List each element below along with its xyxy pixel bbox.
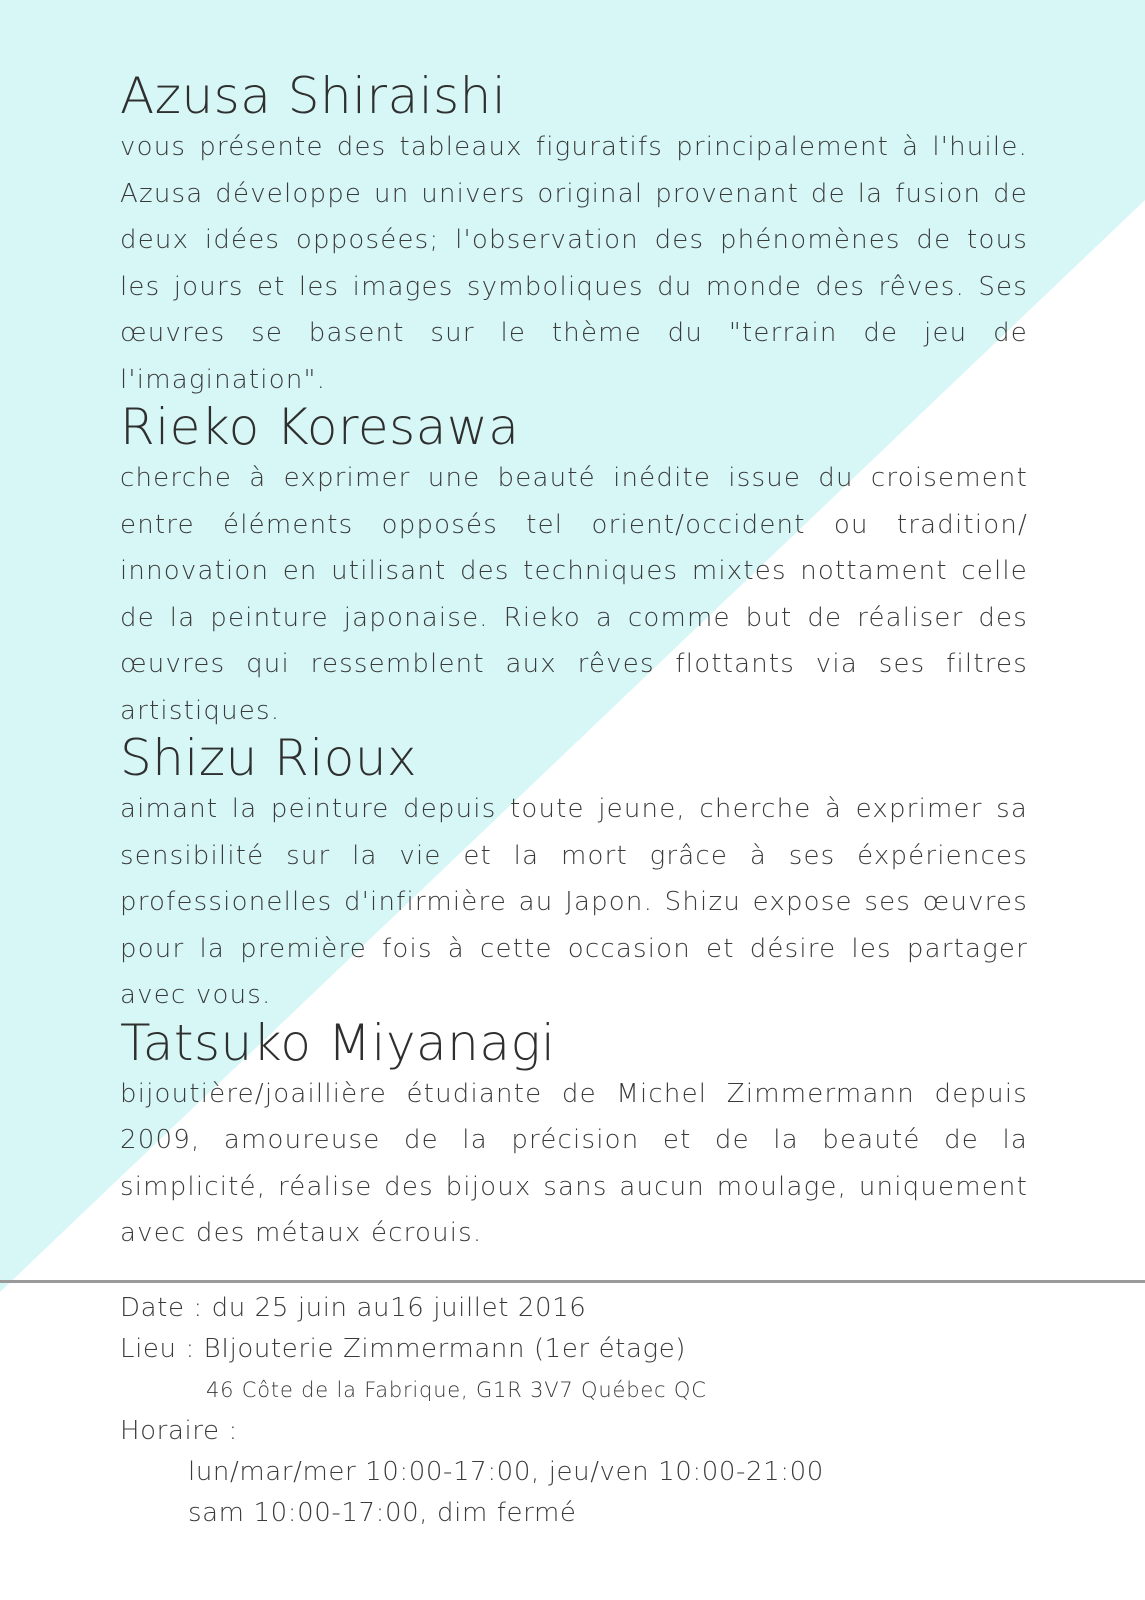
- artist-name: Azusa Shiraishi: [120, 67, 507, 125]
- artist-name: Shizu Rioux: [120, 729, 418, 787]
- event-info: [120, 1288, 1020, 1534]
- artist-bio: aimant la peinture depuis toute jeune, cherche à exprimer sa sensibilité sur la vie et la mort grâce à ses éxpériences professionelles d'infirmière au Japon. Shizu expose ses œuvres pour la première fois à cette occasion et désire les partager avec vous.: [120, 794, 1028, 1010]
- event-hours-weekdays: lun/mar/mer 10:00-17:00, jeu/ven 10:00-21:00: [188, 1457, 824, 1487]
- section-divider: [0, 1280, 1145, 1283]
- event-address: 46 Côte de la Fabrique, G1R 3V7 Québec QC: [206, 1378, 707, 1402]
- artist-name: Tatsuko Miyanagi: [120, 1013, 556, 1072]
- artist-block-tatsuko: [120, 1015, 1028, 1257]
- artist-bio: cherche à exprimer une beauté inédite issue du croisement entre éléments opposés tel orient/occident ou tradition/ innovation en utilisant des techniques mixtes nottament celle de la peinture japonaise. Rieko a comme but de réaliser des œuvres qui ressemblent aux rêves flottants via ses filtres artistiques.: [120, 463, 1028, 726]
- event-location: Lieu : BIjouterie Zimmermann (1er étage): [120, 1334, 687, 1364]
- artist-name: Rieko Koresawa: [120, 398, 520, 456]
- event-hours-weekend: sam 10:00-17:00, dim fermé: [188, 1498, 577, 1528]
- event-hours-label: Horaire :: [120, 1416, 238, 1446]
- event-date: Date : du 25 juin au16 juillet 2016: [120, 1293, 587, 1323]
- artist-block-azusa: [120, 68, 1028, 403]
- artist-bio: bijoutière/joaillière étudiante de Michel Zimmermann depuis 2009, amoureuse de la précision et de la beauté de la simplicité, réalise des bijoux sans aucun moulage, uniquement avec des métaux écrouis.: [120, 1078, 1028, 1248]
- artist-block-shizu: [120, 730, 1028, 1019]
- artists-section: [120, 68, 1028, 1253]
- artist-bio: vous présente des tableaux figuratifs principalement à l'huile. Azusa développe un univers original provenant de la fusion de deux idées opposées; l'observation des phénomènes de tous les jours et les images symboliques du monde des rêves. Ses œuvres se basent sur le thème du "terrain de jeu de l'imagination".: [120, 132, 1028, 395]
- artist-block-rieko: [120, 399, 1028, 734]
